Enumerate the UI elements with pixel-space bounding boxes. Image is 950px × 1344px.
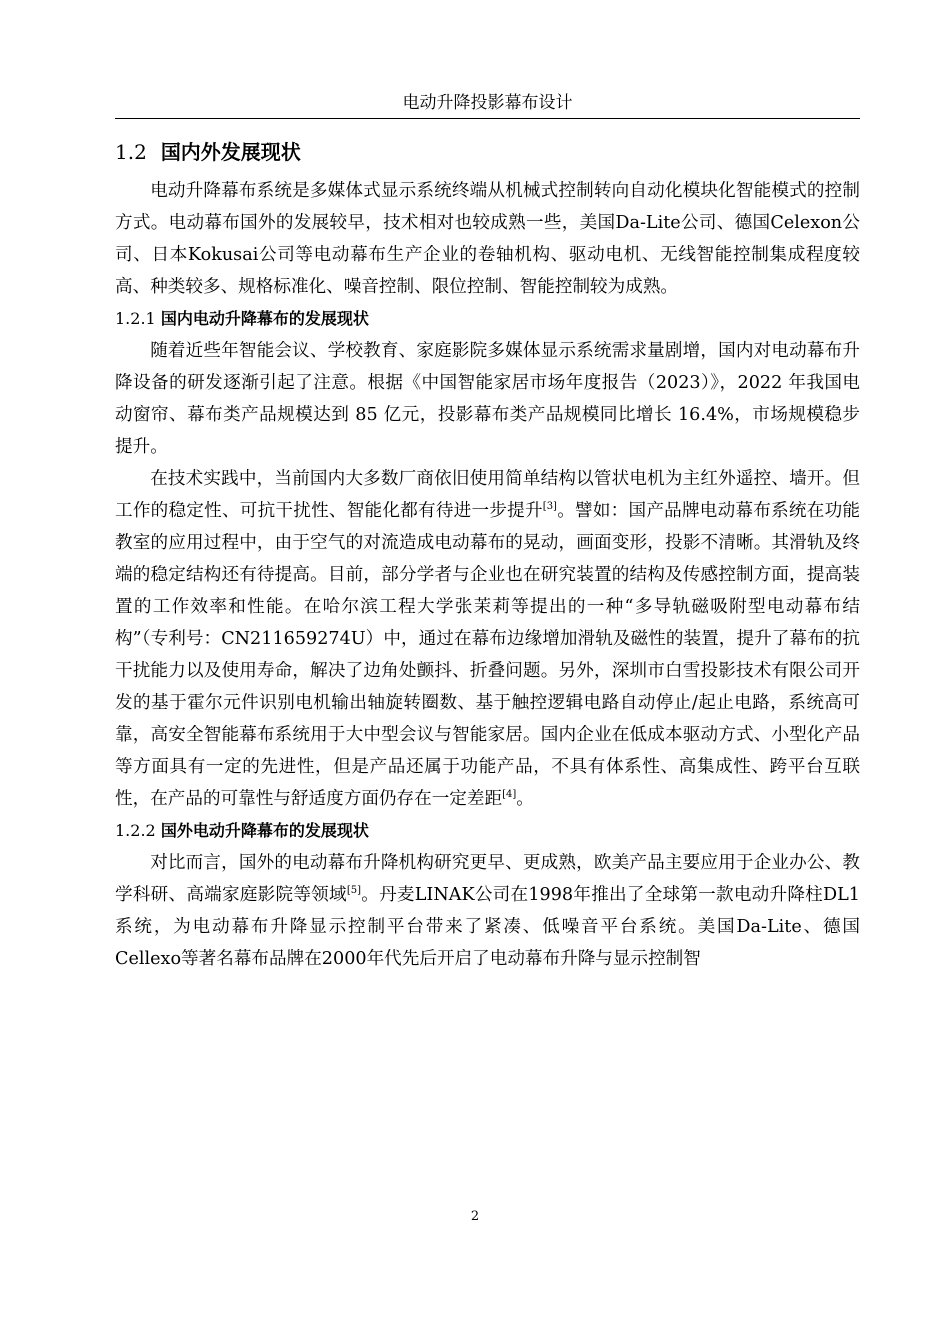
- paragraph-text: 。: [516, 789, 534, 809]
- intro-paragraph: 电动升降幕布系统是多媒体式显示系统终端从机械式控制转向自动化模块化智能模式的控制方式。电动幕布国外的发展较早，技术相对也较成熟一些，美国Da-Lite公司、德国Celexon公司、日本Kokusai公司等电动幕布生产企业的卷轴机构、驱动电机、无线智能控制集成程度较高、种类较多、规格标准化、噪音控制、限位控制、智能控制较为成熟。: [115, 181, 860, 297]
- subsection-title: 国内电动升降幕布的发展现状: [160, 309, 369, 328]
- subsection-title: 国外电动升降幕布的发展现状: [160, 821, 369, 840]
- page-number: 2: [470, 1209, 480, 1224]
- subsection-heading-foreign: [115, 815, 860, 847]
- domestic-paragraph-2: [115, 463, 860, 815]
- paragraph-text: 对比而言，国外的电动幕布升降机构研究更早、更成熟，欧美产品主要应用于企业办公、教学科研、高端家庭影院等领域: [115, 853, 860, 905]
- subsection-heading-domestic: [115, 303, 860, 335]
- citation-ref: [5]: [346, 885, 361, 897]
- section-title: 国内外发展现状: [160, 140, 301, 164]
- citation-ref: [4]: [502, 789, 517, 801]
- citation-ref: [3]: [542, 501, 557, 513]
- paragraph-text: 。譬如：国产品牌电动幕布系统在功能教室的应用过程中，由于空气的对流造成电动幕布的晃动，画面变形，投影不清晰。其滑轨及终端的稳定结构还有待提高。目前，部分学者与企业也在研究装置的结构及传感控制方面，提高装置的工作效率和性能。在哈尔滨工程大学张茉莉等提出的一种“多导轨磁吸附型电动幕布结构”（专利号：CN211659274U）中，通过在幕布边缘增加滑轨及磁性的装置，提升了幕布的抗干扰能力以及使用寿命，解决了边角处颤抖、折叠问题。另外，深圳市白雪投影技术有限公司开发的基于霍尔元件识别电机输出轴旋转圈数、基于触控逻辑电路自动停止/起止电路，系统高可靠，高安全智能幕布系统用于大中型会议与智能家居。国内企业在低成本驱动方式、小型化产品等方面具有一定的先进性，但是产品还属于功能产品，不具有体系性、高集成性、跨平台互联性，在产品的可靠性与舒适度方面仍存在一定差距: [115, 501, 860, 809]
- foreign-paragraph-1: [115, 847, 860, 975]
- subsection-number: 1.2.1: [115, 309, 156, 328]
- paragraph-text: 。丹麦LINAK公司在1998年推出了全球第一款电动升降柱DL1系统，为电动幕布升降显示控制平台带来了紧凑、低噪音平台系统。美国Da-Lite、德国Cellexo等著名幕布品牌在2000年代先后开启了电动幕布升降与显示控制智: [115, 885, 860, 969]
- running-header: 电动升降投影幕布设计: [115, 88, 860, 119]
- section-number: 1.2: [115, 140, 147, 164]
- section-heading: [115, 135, 860, 169]
- paragraph-text: 在技术实践中，当前国内大多数厂商依旧使用简单结构以管状电机为主红外遥控、墙开。但工作的稳定性、可抗干扰性、智能化都有待进一步提升: [115, 469, 860, 521]
- subsection-number: 1.2.2: [115, 821, 156, 840]
- page-body: [115, 135, 860, 975]
- domestic-paragraph-1: 随着近些年智能会议、学校教育、家庭影院多媒体显示系统需求量剧增，国内对电动幕布升降设备的研发逐渐引起了注意。根据《中国智能家居市场年度报告（2023）》，2022 年我国电动窗帘、幕布类产品规模达到 85 亿元，投影幕布类产品规模同比增长 16.4%，市场规模稳步提升。: [115, 341, 860, 457]
